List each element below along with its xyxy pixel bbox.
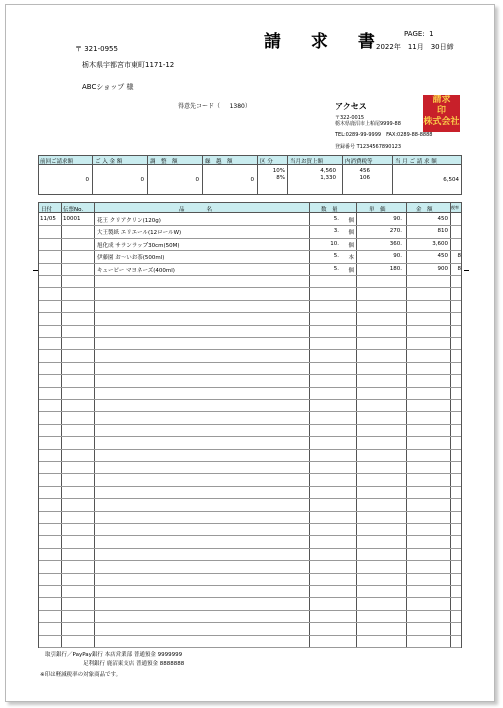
item-qty: 5. (333, 253, 339, 260)
item-tax: 8 (457, 253, 461, 260)
item-name: 花王 クリアクリン(120g) (97, 218, 161, 224)
item-qty: 5. (333, 265, 339, 272)
document-title: 請 求 書 (264, 32, 387, 52)
summary-tax-10: 456 (359, 168, 370, 174)
summary-carry-value: 0 (250, 177, 254, 183)
bank-1: PayPay銀行 本店営業部 普通預金 9999999 (72, 652, 183, 658)
item-tax: 8 (457, 265, 461, 272)
company-seal: 請求 印 株式会社 (423, 95, 460, 132)
summary-rate-10: 10% (272, 168, 285, 174)
page-label: PAGE: (404, 30, 425, 38)
item-amount: 3,600 (432, 240, 448, 247)
summary-header-tax: 内消費税等 (345, 159, 373, 165)
items-header-name: 品 名 (179, 207, 213, 213)
item-unit: 個 (348, 230, 354, 237)
item-price: 180. (389, 265, 402, 272)
item-unit: 本 (348, 255, 354, 262)
items-table (38, 202, 462, 648)
summary-adjust-value: 0 (195, 177, 199, 183)
items-header-unit-price: 単 価 (369, 207, 386, 213)
customer-code (178, 101, 251, 110)
item-amount: 450 (437, 253, 448, 260)
summary-table (38, 155, 462, 195)
summary-total-value: 6,504 (443, 177, 459, 183)
company-zip: 〒322-0015 (335, 115, 365, 121)
summary-header-received: ご 入 金 額 (95, 159, 123, 165)
summary-header-category: 区 分 (260, 159, 273, 165)
company-tel: TEL:0289-99-9999 FAX:0289-88-8888 (335, 132, 433, 138)
summary-purchase-8: 1,330 (320, 175, 336, 181)
item-name: 大王製紙 エリエール(12ロールW) (97, 230, 182, 237)
summary-received-value: 0 (140, 177, 144, 183)
summary-header-carry: 繰 越 額 (205, 159, 233, 165)
bank-info-2: 足利銀行 鹿沼東支店 普通預金 8888888 (83, 661, 185, 667)
item-price: 90. (393, 253, 402, 260)
item-name: キューピー マヨネーズ(400ml) (97, 267, 175, 274)
bank-label: 取引銀行／ (45, 652, 73, 658)
page-number: 1 (429, 30, 434, 38)
item-slip: 10001 (63, 216, 81, 222)
customer-code-value: 1380） (229, 103, 251, 110)
summary-prev-value: 0 (85, 177, 89, 183)
recipient-name: ABCショップ 様 (82, 83, 134, 91)
items-header-tax: 税率 (451, 205, 459, 210)
item-qty: 5. (333, 216, 339, 222)
item-unit: 個 (348, 242, 354, 249)
item-name: 伊藤園 お～いお茶(500ml) (97, 255, 165, 262)
item-date: 11/05 (40, 216, 56, 222)
company-name: アクセス (335, 102, 367, 111)
company-registration: 登録番号 T1234567890123 (335, 144, 401, 150)
summary-header-adjust: 調 整 額 (150, 159, 178, 165)
item-amount: 900 (437, 265, 448, 272)
item-unit: 個 (348, 218, 354, 224)
summary-purchase-10: 4,560 (320, 168, 336, 174)
item-qty: 10. (330, 240, 339, 247)
item-unit: 個 (348, 267, 354, 274)
summary-tax-8: 106 (359, 175, 370, 181)
item-price: 360. (389, 240, 402, 247)
company-address: 栃木県鹿沼市上粕尾9999-88 (335, 121, 401, 127)
item-price: 90. (393, 216, 402, 222)
item-amount: 810 (437, 228, 448, 235)
item-price: 270. (389, 228, 402, 235)
item-qty: 3. (333, 228, 339, 235)
bank-info-1 (45, 650, 182, 658)
recipient-address: 栃木県宇都宮市東町1171-12 (82, 61, 175, 69)
items-header-amount: 金 額 (416, 207, 433, 213)
summary-header-total: 当 月 ご 請 求 額 (395, 159, 437, 165)
summary-header-purchase: 当月お買上額 (290, 159, 324, 165)
items-header-slip: 伝票No. (63, 207, 84, 213)
item-name: 旭化成 サランラップ30cm(50M) (97, 242, 180, 249)
recipient-zip: 〒 321-0955 (75, 45, 118, 53)
summary-rate-8: 8% (276, 175, 285, 181)
items-header-date: 日付 (41, 207, 53, 213)
reduced-tax-note: ※印は軽減税率の対象商品です。 (40, 672, 122, 678)
page-indicator (404, 30, 434, 38)
closing-date: 2022年 11月 30日締 (376, 43, 454, 51)
summary-header-prev: 前回ご請求額 (40, 159, 74, 165)
items-header-qty: 数 量 (321, 207, 338, 213)
item-amount: 450 (437, 216, 448, 222)
customer-code-label: 得意先コード（ (178, 103, 221, 110)
fold-mark-right (464, 270, 469, 271)
